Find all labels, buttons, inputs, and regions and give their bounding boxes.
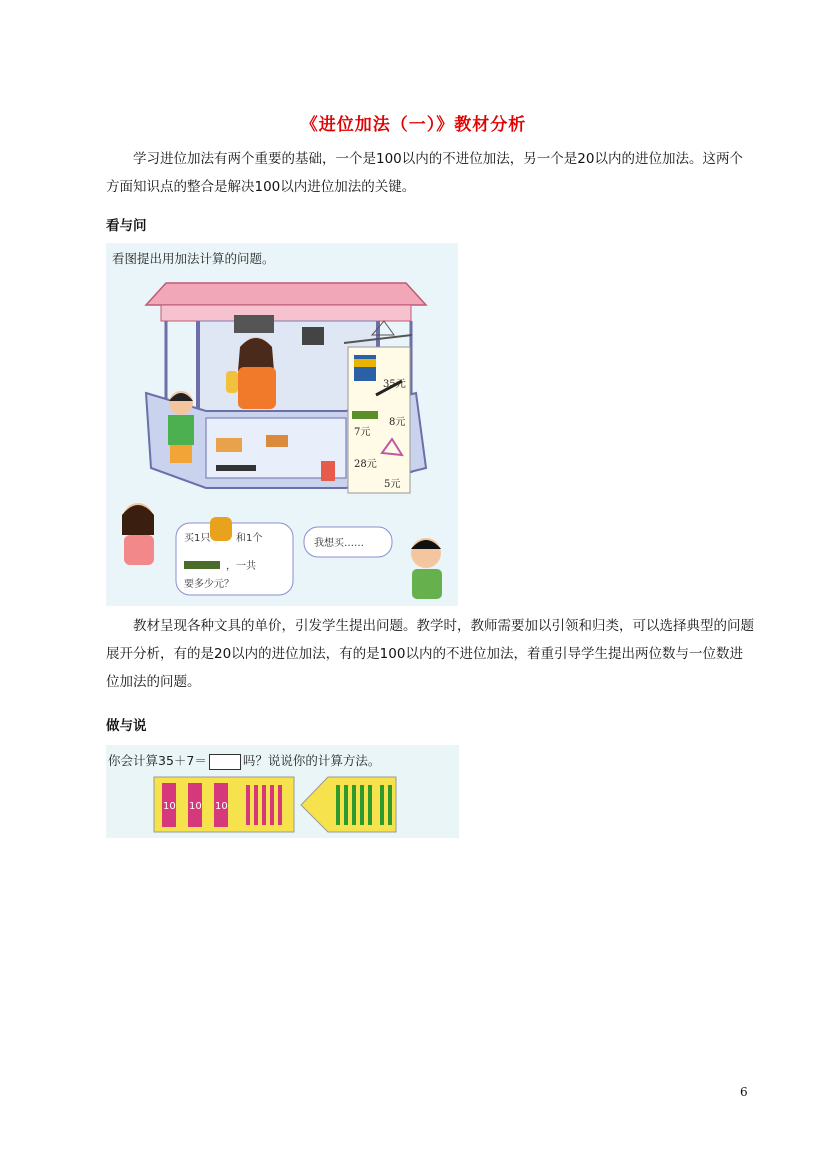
analysis-paragraph: 教材呈现各种文具的单价，引发学生提出问题。教学时，教师需要加以引领和归类，可以选择典型的问题展开分析，有的是20以内的进位加法，有的是100以内的不进位加法，着重引导学生提出两位数与一位数进位加法的问题。 <box>106 618 754 690</box>
price-label: 8元 <box>389 417 406 428</box>
price-label: 35元 <box>383 379 406 390</box>
bundle-illustration <box>106 745 459 838</box>
bubble-left-text: 和1个 <box>236 533 263 544</box>
figure2-caption-start: 你会计算35＋7＝ <box>108 753 207 768</box>
bundle-figure <box>106 745 459 838</box>
bubble-right-text: 我想买…… <box>314 538 364 549</box>
bundle-label: 10 <box>215 801 228 812</box>
price-label: 7元 <box>354 427 371 438</box>
document-title: 《进位加法（一）》教材分析 <box>300 115 527 135</box>
bubble-left-text: 买1只 <box>184 533 211 544</box>
page-number: 6 <box>740 1085 748 1099</box>
section-heading-do-and-say: 做与说 <box>106 718 147 734</box>
bubble-left-text: 要多少元？ <box>184 579 234 590</box>
figure2-caption-end: 吗？说说你的计算方法。 <box>242 753 381 768</box>
figure1-caption: 看图提出用加法计算的问题。 <box>112 251 275 266</box>
intro-paragraph: 学习进位加法有两个重要的基础，一个是100以内的不进位加法，另一个是20以内的进位加法。这两个方面知识点的整合是解决100以内进位加法的关键。 <box>106 151 743 195</box>
bubble-left-text: ，一共 <box>226 561 256 572</box>
price-label: 28元 <box>354 459 377 470</box>
bundle-label: 10 <box>163 801 176 812</box>
price-label: 5元 <box>384 479 401 490</box>
section-heading-look-and-ask: 看与问 <box>106 218 147 234</box>
shop-scene-illustration <box>106 243 458 606</box>
shop-scene-figure <box>106 243 458 606</box>
bundle-label: 10 <box>189 801 202 812</box>
